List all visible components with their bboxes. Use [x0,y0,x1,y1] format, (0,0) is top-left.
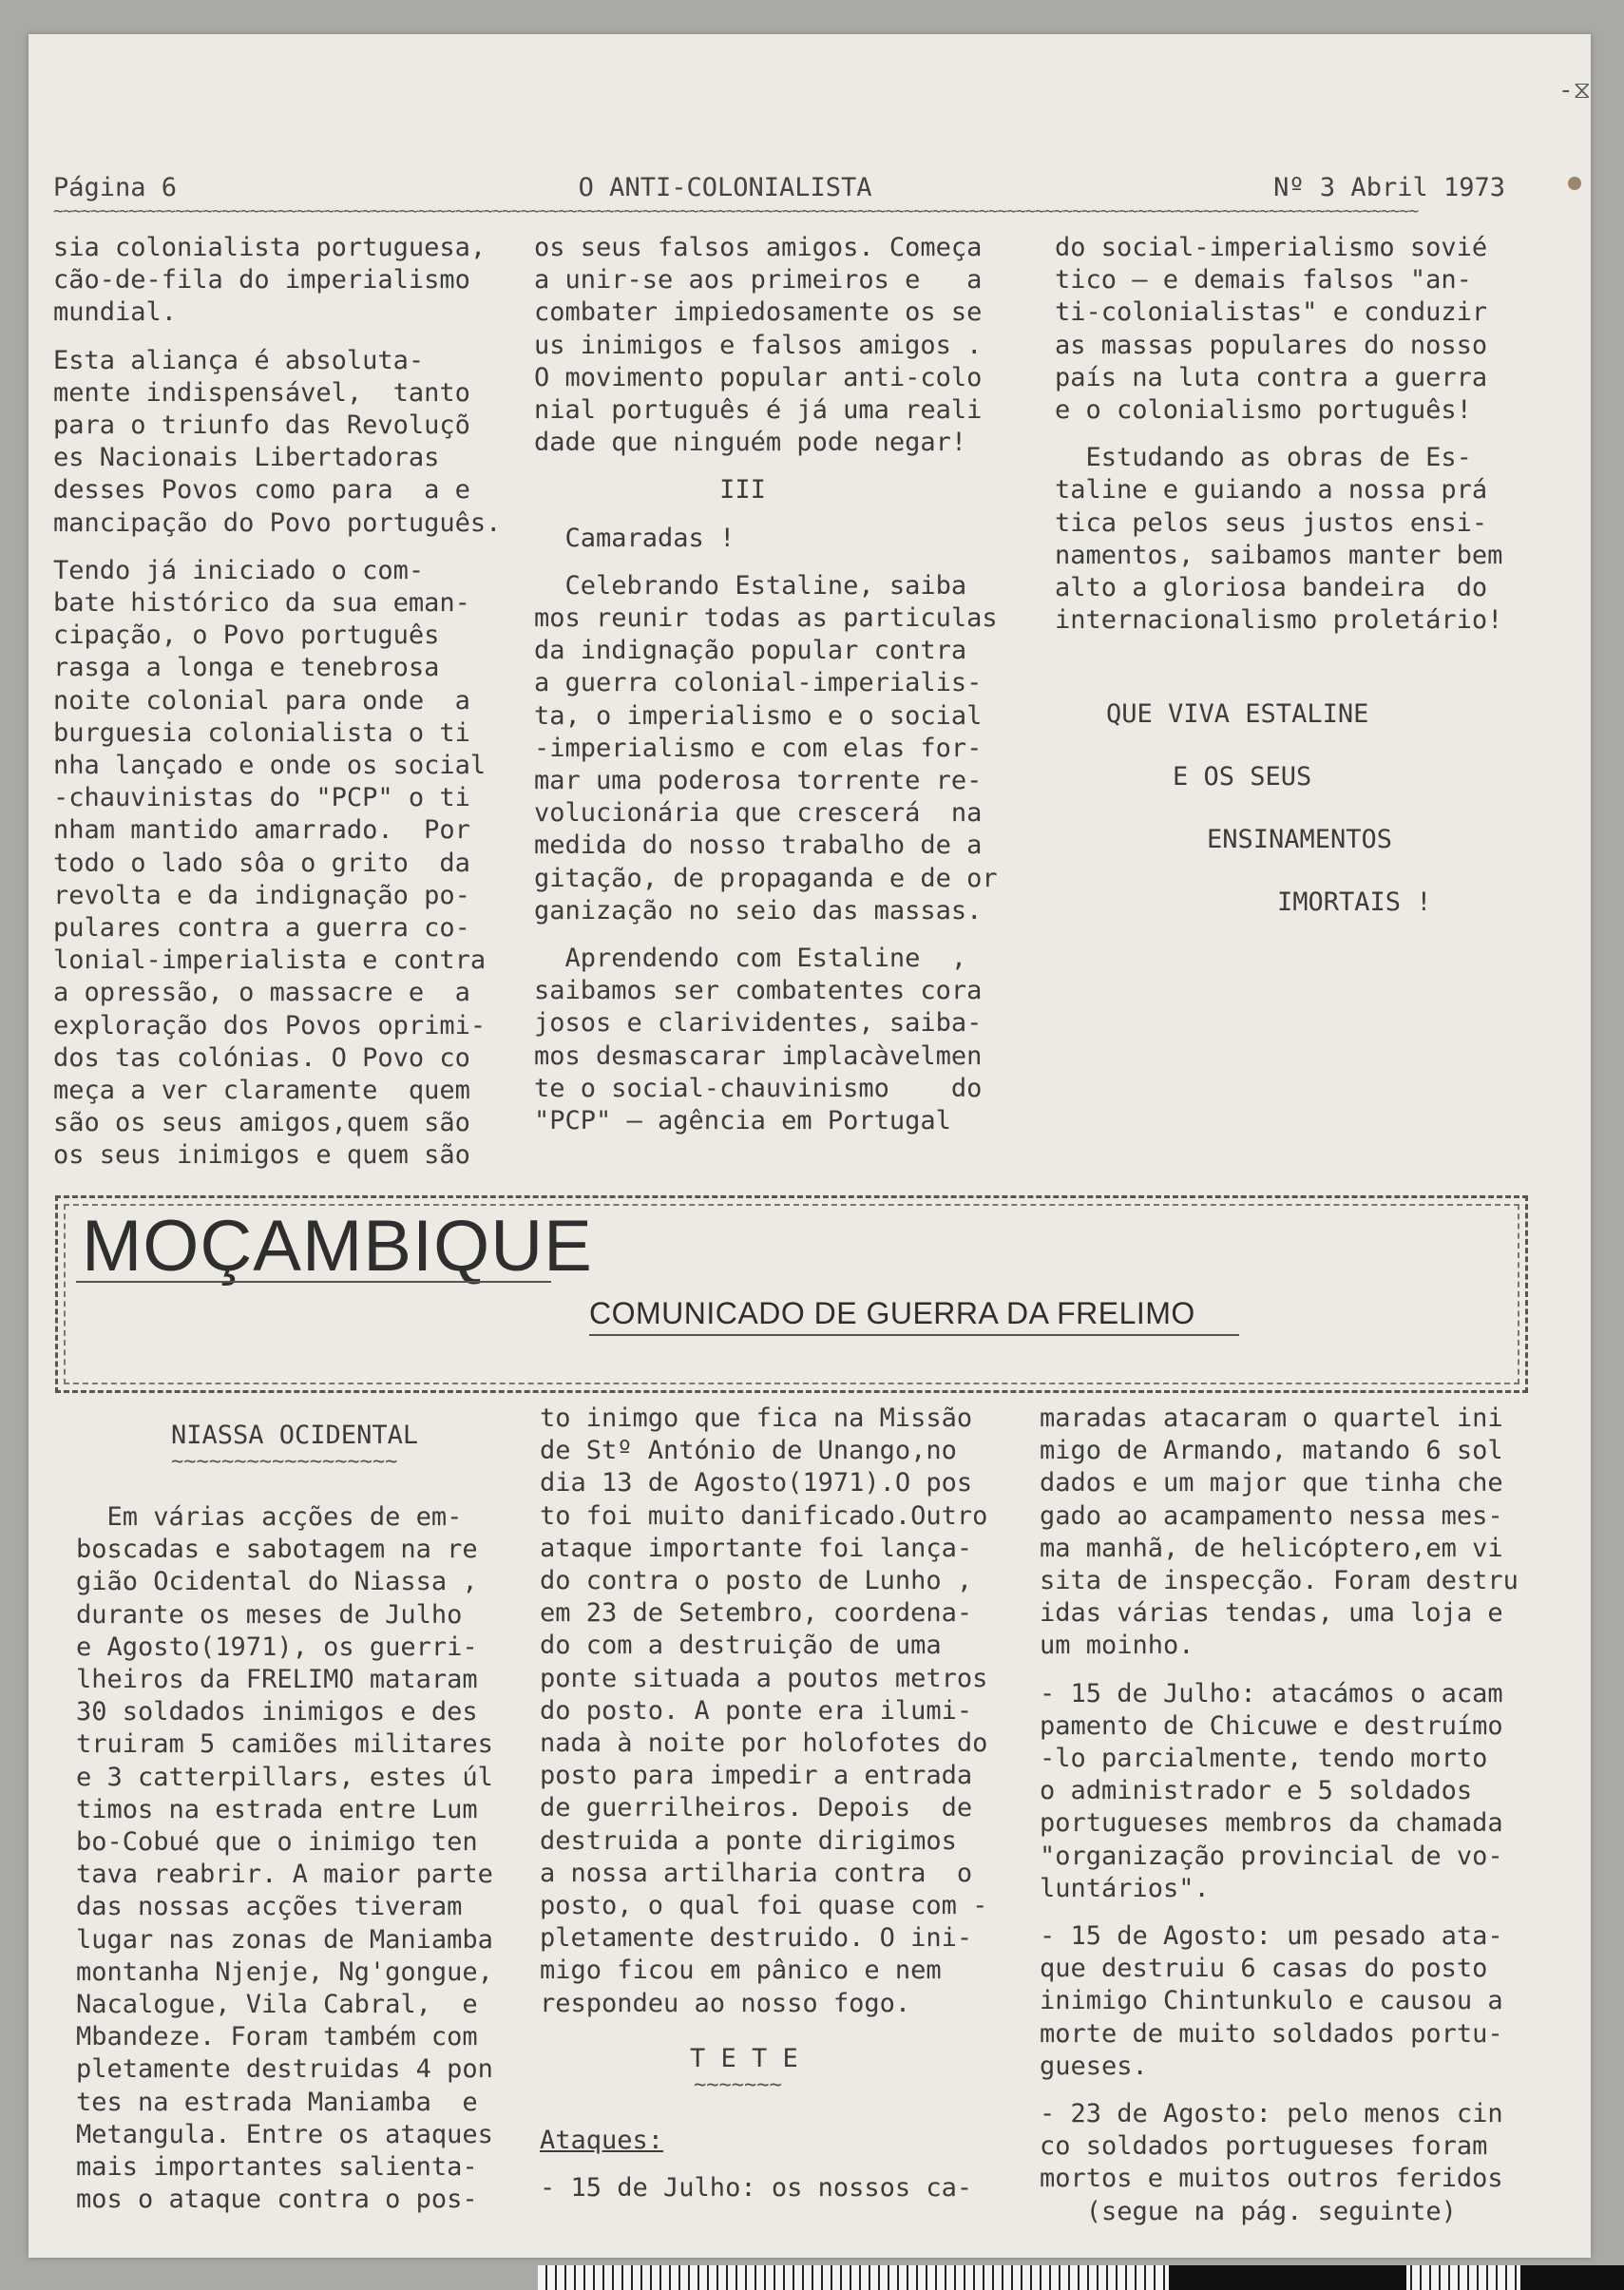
upper-column-3 [1055,232,1502,637]
text-line: -chauvinistas do "PCP" o ti [53,783,470,813]
text-line: tava reabrir. A maior parte [76,1860,493,1890]
upper-column-2 [534,232,998,1137]
text-line: mos reunir todas as particulas [534,603,998,634]
text-line: desses Povos como para a e [53,475,470,506]
text-line: da indignação popular contra [534,636,967,666]
stain-mark [1568,177,1581,190]
text-line: a nossa artilharia contra o [540,1858,973,1888]
text-line: Estudando as obras de Es- [1055,443,1472,473]
text-line: cão-de-fila do imperialismo [53,265,470,296]
text-line: Tendo já iniciado o com- [53,555,425,585]
text-line: posto para impedir a entrada [540,1761,973,1791]
text-line [534,507,998,523]
text-line: de Stº António de Unango,no [540,1436,957,1466]
text-line: exploração dos Povos oprimi- [53,1010,487,1040]
text-line: pletamente destruidas 4 pon [76,2054,493,2085]
text-line: josos e clarividentes, saiba- [534,1008,983,1039]
text-line: - 23 de Agosto: pelo menos cin [1040,2099,1503,2129]
text-line: meça a ver claramente quem [53,1076,470,1106]
text-line: tica pelos seus justos ensi- [1055,507,1488,538]
text-line: são os seus amigos,quem são [53,1108,470,1138]
text-line: inimigo Chintunkulo e causou a [1040,1986,1503,2016]
section-heading-tete: T E T E [690,2044,798,2073]
text-line: bo-Cobué que o inimigo ten [76,1827,478,1858]
slogan-line-3: ENSINAMENTOS [1207,825,1393,854]
text-line [53,330,501,345]
text-line: mar uma poderosa torrente re- [534,766,983,796]
text-line: a opressão, o massacre e a [53,978,470,1008]
scale-ruler [538,2265,1624,2290]
text-line: morte de muito soldados portu- [1040,2018,1503,2049]
text-line: sia colonialista portuguesa, [53,233,487,262]
text-line [534,927,998,943]
text-line: -lo parcialmente, tendo morto [1040,1744,1488,1774]
text-line: timos na estrada entre Lum [76,1794,478,1824]
text-line: co soldados portugueses foram [1040,2131,1488,2162]
text-line: mortos e muitos outros feridos [1040,2164,1503,2194]
text-line: internacionalismo proletário! [1055,605,1503,636]
text-line: sita de inspecção. Foram destru [1040,1566,1519,1596]
text-line [1040,2083,1519,2098]
text-line: - 15 de Julho: atacámos o acam [1040,1678,1503,1708]
text-line: nial português é já uma reali [534,395,983,426]
section-heading-niassa: NIASSA OCIDENTAL [171,1421,419,1450]
lower-column-3 [1040,1403,1519,2228]
text-line: ta, o imperialismo e o social [534,700,983,731]
text-line: do contra o posto de Lunho , [540,1566,973,1596]
text-line: nham mantido amarrado. Por [53,815,470,846]
pencil-mark-icon: -⧖ [1558,76,1591,105]
text-line: tes na estrada Maniamba e [76,2087,478,2117]
text-line [1040,1663,1519,1678]
text-line: maradas atacaram o quartel ini [1040,1403,1503,1433]
text-line: taline e guiando a nossa prá [1055,475,1488,506]
text-line: pulares contra a guerra co- [53,913,470,944]
text-line: dia 13 de Agosto(1971).O pos [540,1468,973,1498]
text-line: Mbandeze. Foram também com [76,2022,478,2052]
publication-title: O ANTI-COLONIALISTA [578,173,872,202]
text-line: ganização no seio das massas. [534,895,983,926]
text-line: todo o lado sôa o grito da [53,848,470,878]
text-line: (segue na pág. seguinte) [1040,2196,1457,2226]
text-line: revolta e da indignação po- [53,880,470,910]
text-line: durante os meses de Julho [76,1599,463,1630]
text-line: -imperialismo e com elas for- [534,733,983,763]
text-line: lheiros da FRELIMO mataram [76,1665,478,1695]
lower-column-2-tail: - 15 de Julho: os nossos ca- [540,2173,973,2203]
text-line: gado ao acampamento nessa mes- [1040,1500,1503,1531]
text-line: a unir-se aos primeiros e a [534,265,983,296]
text-line: pletamente destruido. O ini- [540,1923,973,1954]
text-line: Metangula. Entre os ataques [76,2119,493,2149]
text-line: que destruiu 6 casas do posto [1040,1954,1488,1984]
banner-subtitle: COMUNICADO DE GUERRA DA FRELIMO [589,1296,1195,1330]
text-line [1055,427,1502,442]
text-line: ma manhã, de helicóptero,em vi [1040,1533,1503,1563]
slogan-line-2: E OS SEUS [1173,762,1312,792]
text-line: to foi muito danificado.Outro [540,1500,988,1531]
text-line: posto, o qual foi quase com - [540,1891,988,1921]
text-line: lugar nas zonas de Maniamba [76,1924,493,1955]
text-line: do posto. A ponte era ilumi- [540,1695,973,1726]
text-line: idas várias tendas, uma loja e [1040,1598,1503,1629]
section-heading-tete-underline: ~~~~~~~ [694,2073,782,2097]
text-line: medida do nosso trabalho de a [534,830,983,861]
text-line: mais importantes salienta- [76,2152,478,2183]
text-line: para o triunfo das Revoluçõ [53,410,470,441]
text-line: de guerrilheiros. Depois de [540,1793,973,1823]
text-line: gueses. [1040,2051,1148,2081]
banner-title-underline [76,1281,551,1283]
text-line: Aprendendo com Estaline , [534,944,967,974]
ruler-block [1169,2265,1406,2290]
text-line: mundial. [53,297,178,328]
text-line: nada à noite por holofotes do [540,1728,988,1759]
banner-subtitle-underline [589,1334,1239,1336]
text-line: das nossas acções tiveram [76,1892,463,1922]
text-line: mos o ataque contra o pos- [76,2185,478,2215]
text-line: as massas populares do nosso [1055,330,1488,360]
issue-date: Nº 3 Abril 1973 [1273,173,1505,202]
text-line: burguesia colonialista o ti [53,717,470,748]
text-line: saibamos ser combatentes cora [534,976,983,1006]
page-number: Página 6 [53,173,178,202]
slogan-line-1: QUE VIVA ESTALINE [1106,699,1369,729]
text-line: luntários". [1040,1873,1210,1903]
text-line: truiram 5 camiões militares [76,1729,493,1760]
text-line: Em várias acções de em- [76,1502,463,1532]
text-line: ti-colonialistas" e conduzir [1055,297,1488,328]
text-line: us inimigos e falsos amigos . [534,330,983,360]
text-line: portugueses membros da chamada [1040,1808,1503,1839]
text-line: to inimgo que fica na Missão [540,1403,973,1433]
text-line: gião Ocidental do Niassa , [76,1567,478,1597]
text-line: Celebrando Estaline, saiba [534,570,967,601]
text-line: bate histórico da sua eman- [53,588,470,619]
text-line: 30 soldados inimigos e des [76,1697,478,1727]
text-line: rasga a longa e tenebrosa [53,653,440,683]
text-line: ponte situada a poutos metros [540,1663,988,1693]
text-line: Camaradas ! [534,523,736,553]
text-line: migo ficou em pânico e nem [540,1956,942,1986]
text-line: noite colonial para onde a [53,685,470,716]
slogan-line-4: IMORTAIS ! [1277,887,1432,917]
text-line: gitação, de propaganda e de or [534,863,998,893]
text-line: o administrador e 5 soldados [1040,1776,1473,1806]
text-line: Nacalogue, Vila Cabral, e [76,1990,478,2020]
text-line: combater impiedosamente os se [534,297,983,328]
text-line: um moinho. [1040,1631,1194,1661]
text-line: ataque importante foi lança- [540,1533,973,1563]
text-line: lonial-imperialista e contra [53,945,487,976]
text-line: e o colonialismo português! [1055,395,1472,426]
lower-column-2 [540,1403,987,2020]
text-line: volucionária que crescerá na [534,798,983,829]
text-line: "organização provincial de vo- [1040,1841,1503,1871]
upper-column-1 [53,232,501,1173]
text-line: do com a destruição de uma [540,1631,942,1661]
text-line: do social-imperialismo sovié [1055,233,1488,262]
text-line: Esta aliança é absoluta- [53,345,425,375]
text-line: os seus inimigos e quem são [53,1140,470,1171]
text-line: mos desmascarar implacàvelmen [534,1040,983,1071]
text-line: - 15 de Agosto: um pesado ata- [1040,1921,1503,1952]
text-line [53,540,501,555]
text-line [534,459,998,474]
text-line: a guerra colonial-imperialis- [534,668,983,698]
ruler-block [1520,2265,1624,2290]
text-line: destruida a ponte dirigimos [540,1825,957,1856]
page-header [53,173,1505,202]
section-heading-niassa-underline: ~~~~~~~~~~~~~~~~~~ [171,1450,398,1474]
text-line: em 23 de Setembro, coordena- [540,1598,973,1629]
text-line: dados e um major que tinha che [1040,1468,1503,1498]
text-line: boscadas e sabotagem na re [76,1535,478,1565]
text-line: es Nacionais Libertadoras [53,443,440,473]
text-line: namentos, saibamos manter bem [1055,540,1503,570]
text-line: III [534,475,766,506]
text-line: te o social-chauvinismo do [534,1073,983,1103]
text-line: respondeu ao nosso fogo. [540,1988,911,2018]
text-line: dade que ninguém pode negar! [534,428,967,458]
text-line: dos tas colónias. O Povo co [53,1042,470,1073]
lower-column-1 [76,1501,493,2216]
attacks-heading: Ataques: [540,2126,664,2155]
text-line: e 3 catterpillars, estes úl [76,1762,493,1792]
text-line: país na luta contra a guerra [1055,362,1488,392]
text-line: os seus falsos amigos. Começa [534,233,983,262]
text-line: "PCP" — agência em Portugal [534,1106,951,1136]
text-line: migo de Armando, matando 6 sol [1040,1436,1503,1466]
text-line: pamento de Chicuwe e destruímo [1040,1710,1503,1741]
text-line: nha lançado e onde os social [53,751,487,781]
text-line: alto a gloriosa bandeira do [1055,573,1488,603]
text-line: mancipação do Povo português. [53,507,502,538]
text-line: cipação, o Povo português [53,620,440,651]
text-line: e Agosto(1971), os guerri- [76,1632,478,1662]
text-line [1040,1905,1519,1920]
text-line [534,555,998,570]
text-line: tico — e demais falsos "an- [1055,265,1472,296]
header-divider: ~~~~~~~~~~~~~~~~~~~~~~~~~~~~~~~~~~~~~~~~~~~~~~~~~~~~~~~~~~~~~~~~~~~~~~~~~~~~~~~~~~~~~~~~~~~~~~~~~~~~~~~~~~~~~~~~~~~~~~~~~~~~~~~~~~~~~~~~~~~~~~~~~~ [53,201,1419,221]
banner-title: MOÇAMBIQUE [82,1206,593,1287]
text-line: mente indispensável, tanto [53,377,470,408]
text-line: O movimento popular anti-colo [534,362,983,392]
text-line: montanha Njenje, Ng'gongue, [76,1956,493,1987]
